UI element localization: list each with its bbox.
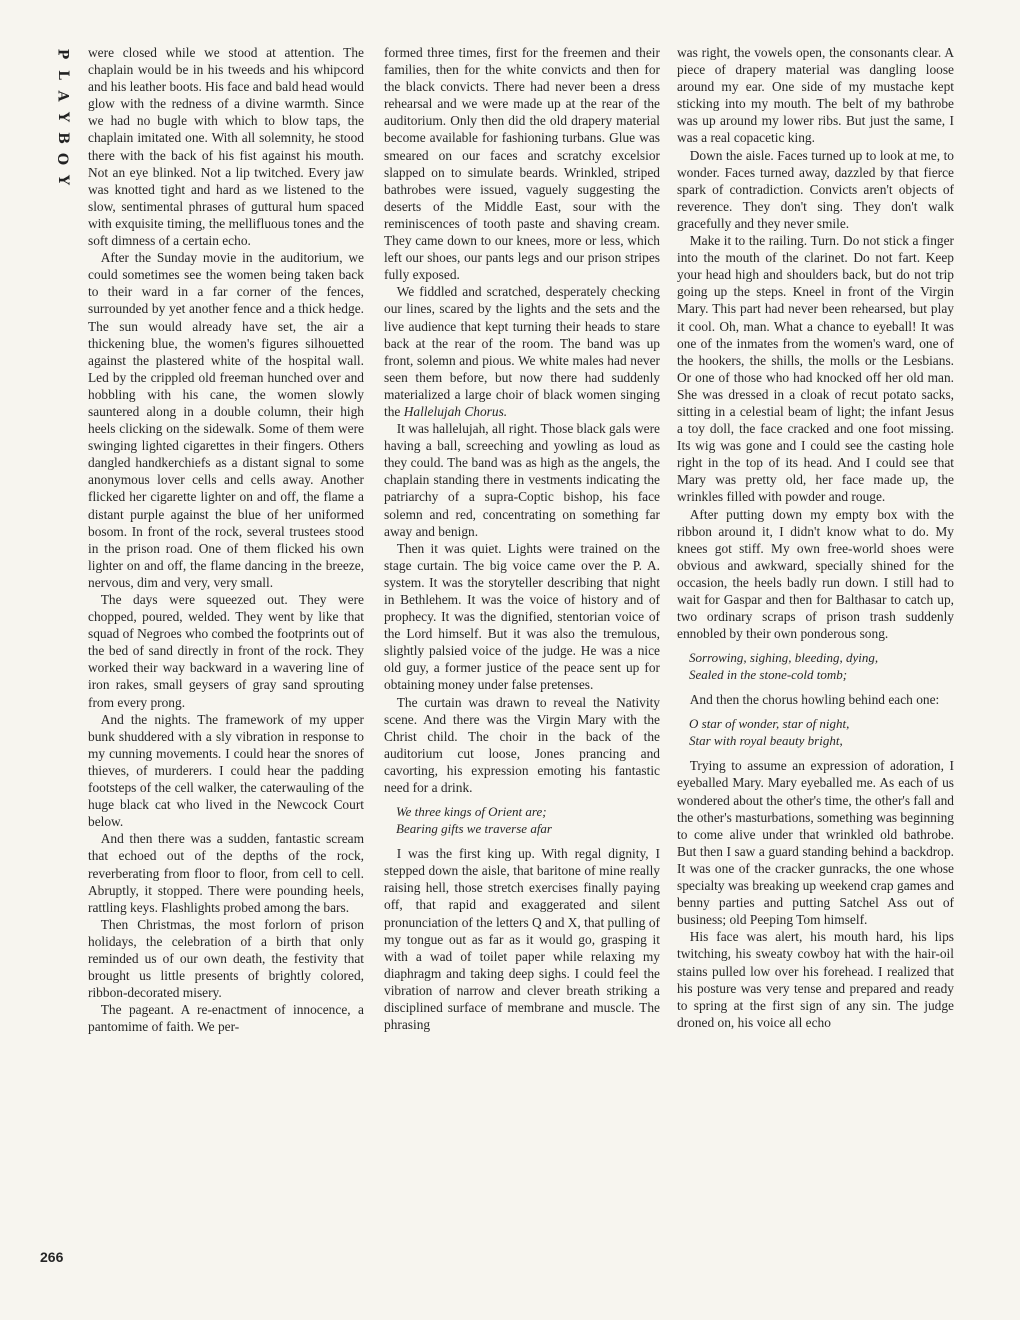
masthead-letter: Y — [54, 175, 71, 186]
song-verse — [677, 716, 954, 749]
masthead-letter: Y — [54, 112, 71, 123]
paragraph: And then there was a sudden, fantastic scream that echoed out of the depths of the rock, reverberating from floor to floor, from cell to cell. Abruptly, it stopped. There were pounding heels, rattling keys. Flashlights probed among the bars. — [88, 831, 364, 915]
verse-line: Sorrowing, sighing, bleeding, dying, — [689, 650, 879, 666]
paragraph: The pageant. A re-enactment of innocence, a pantomime of faith. We per- — [88, 1002, 364, 1035]
verse-line: Sealed in the stone-cold tomb; — [689, 666, 848, 682]
page-number: 266 — [40, 1249, 64, 1265]
paragraph: was right, the vowels open, the consonants clear. A piece of drapery material was dangling loose around my ear. One side of my mustache kept sticking into my mouth. The belt of my bathrobe was up around my lower ribs. But just the same, I was a real copacetic king. — [677, 45, 954, 146]
paragraph: Make it to the railing. Turn. Do not stick a finger into the mouth of the clarinet. Do not fart. Keep your head high and shoulders back, but do not trip going up the steps. Kneel in front of the Virgin Mary. This part had never been rehearsed, but play it cool. Oh, man. What a chance to eyeball! It was one of the inmates from the women's ward, one of the hookers, the shills, the molls or the Lesbians. Or one of those who had knocked off her old man. She was dressed in a cloak of recut potato sacks, sitting in a celestial beam of light; the infant Jesus a toy doll, the face cracked and one foot missing. Its wig was gone and I could see the casting hole right in the top of its head. And I could see that Mary was pretty old, her face made up, the wrinkles filled with powder and rouge. — [677, 233, 954, 505]
verse-line: O star of wonder, star of night, — [689, 716, 850, 732]
text-column-3 — [677, 44, 954, 1031]
verse-line: Bearing gifts we traverse afar — [396, 820, 552, 836]
masthead-letter: A — [54, 90, 71, 103]
paragraph: were closed while we stood at attention. The chaplain would be in his tweeds and his whipcord and his leather boots. His face and bald head would glow with the redness of a divine warmth. Since we had no bugle with which to blow taps, the chaplain imitated one. With all solemnity, he stood there with the back of his fist against his mouth. Not an eye blinked. Not a lip twitched. Every jaw was knotted tight and hard as we listened to the slow, sentimental phrases of guttural hum spaced with exquisite timing, the mellifluous tones and the soft dimness of a certain echo. — [88, 45, 364, 249]
song-title: Hallelujah Chorus. — [403, 403, 508, 419]
masthead-letter: B — [54, 132, 71, 145]
paragraph: After putting down my empty box with the ribbon around it, I didn't know what to do. My knees got stiff. My own free-world shoes were obvious and awkward, specially shined for the occasion, the heels badly run down. I still had to wait for Gaspar and then for Balthasar to catch up, two ordinary scraps of prison trash suddenly ennobled by their own ponderous song. — [677, 506, 954, 642]
paragraph: It was hallelujah, all right. Those black gals were having a ball, screeching and yowling as loud as they could. The band was as high as the angels, the chaplain standing there in vestments indicating the patriarchy of a supra-Coptic bishop, his face solemn and red, concentrating on something far away and benign. — [384, 421, 660, 539]
paragraph: Trying to assume an expression of adoration, I eyeballed Mary. Mary eyeballed me. As each of us wondered about the other's time, the other's fall and the other's masturbations, something was beginning to come alive under that wrinkled old bathrobe. But then I saw a guard standing behind a backdrop. It was one of the cracker gunracks, the one whose specialty was breaking up weekend crap games and benny parties and putting Satchel Ass out of business; old Peeping Tom himself. — [677, 758, 954, 928]
paragraph: His face was alert, his mouth hard, his lips twitching, his sweaty cowboy hat with the hair-oil stains pulled low over his forehead. I realized that his posture was very tense and prepared and ready to spring at the first sign of any sin. The judge droned on, his voice all echo — [677, 929, 954, 1030]
verse-line: Star with royal beauty bright, — [689, 732, 843, 748]
masthead-letter: P — [54, 48, 71, 61]
paragraph: Then it was quiet. Lights were trained on the stage curtain. The big voice came over the P. A. system. It was the storyteller describing that night in Bethlehem. It was the voice of history and of prophecy. It was the dignified, stentorian voice of the Lord himself. But it was also the tremulous, slightly palsied voice of the judge. He was a nice old guy, a former justice of the peace sent up for obtaining money under false pretenses. — [384, 540, 660, 693]
magazine-masthead — [48, 44, 76, 191]
song-verse — [384, 804, 660, 837]
paragraph: After the Sunday movie in the auditorium, we could sometimes see the women being taken back to their ward in a far corner of the fences, surrounded by yet another fence and a thick hedge. The sun would already have set, the air a thickening blue, the women's figures silhouetted against the plastered white of the hospital wall. Led by the crippled old freeman hunched over and hobbling with his cane, the women slowly sauntered along in a double column, their high heels clicking on the sidewalk. Some of them were swinging lighted cigarettes in their fingers. Others dangled handkerchiefs as a distant signal to some anonymous lover cells and cells away. Another flicked her cigarette lighter on and off, the flame a distant purple against the blue of her uniformed bosom. In front of the rock, several trustees stood in the prison road. One of them flicked his own lighter on and off, the flame dancing in the breeze, nervous, dim and very, very small. — [88, 250, 364, 590]
verse-line: We three kings of Orient are; — [396, 804, 547, 820]
song-verse — [677, 650, 954, 683]
paragraph: formed three times, first for the freemen and their families, then for the white convicts and then for the black convicts. There had never been a dress rehearsal and we were made up at the rear of the auditorium. Only then did the old drapery material become available for fashioning turbans. Glue was smeared on our faces and scratchy excelsior slapped on to simulate beards. Wrinkled, striped bathrobes were issued, vaguely suggesting the deserts of the Middle East, sour with the reminiscences of tooth paste and shaving cream. They came down to our knees, more or less, which left our shoes, our pants legs and our prison stripes fully exposed. — [384, 45, 660, 283]
paragraph: Then Christmas, the most forlorn of prison holidays, the celebration of a birth that only reminded us of our own death, the festivity that brought us little presents of brightly colored, ribbon-decorated misery. — [88, 916, 364, 1001]
masthead-letter: L — [54, 70, 71, 81]
text-column-2 — [384, 44, 660, 1033]
paragraph: The days were squeezed out. They were chopped, poured, welded. They went by like that squad of Negroes who combed the footprints out of the bed of sand directly in front of the rock. They worked their way backward in a wavering line of iron rakes, small geysers of gray sand sprouting from every prong. — [88, 592, 364, 710]
paragraph — [384, 283, 660, 420]
paragraph: Down the aisle. Faces turned up to look at me, to wonder. Faces turned away, dazzled by that fierce spark of contradiction. Convicts aren't objects of reverence. They don't sing. They don't walk gracefully and they never smile. — [677, 147, 954, 231]
paragraph: And then the chorus howling behind each one: — [689, 692, 940, 708]
paragraph: The curtain was drawn to reveal the Nativity scene. And there was the Virgin Mary with the Christ child. The choir in the back of the auditorium cut loose, Jones prancing and cavorting, his expression emoting his fantastic need for a drink. — [384, 694, 660, 796]
paragraph-text: We fiddled and scratched, desperately checking our lines, scared by the lights and the sets and the live audience that kept turning their heads to stare back at the rear of the room. The band was up front, solemn and pious. We white males had never seen them before, but now there had suddenly materialized a large choir of black women singing the — [384, 284, 660, 419]
paragraph: I was the first king up. With regal dignity, I stepped down the aisle, that baritone of mine really raising hell, those stretch exercises finally paying off, that rapid and exaggerated and silent pronunciation of the letters Q and X, that pulling of my tongue out as far as it would go, grasping it with a wad of toilet paper while relaxing my diaphragm and taking deep sighs. I could feel the vibration of narrow and clever breath striking a disciplined surface of membrane and muscle. The phrasing — [384, 846, 660, 1033]
paragraph: And the nights. The framework of my upper bunk shuddered with a sly vibration in response to my cunning movements. I could hear the snores of thieves, of murderers. I could hear the padding footsteps of the cell walker, the caterwauling of the huge black cat who lived in the Newcock Court below. — [88, 711, 364, 830]
masthead-letter: O — [54, 152, 71, 167]
text-column-1 — [88, 44, 364, 1035]
